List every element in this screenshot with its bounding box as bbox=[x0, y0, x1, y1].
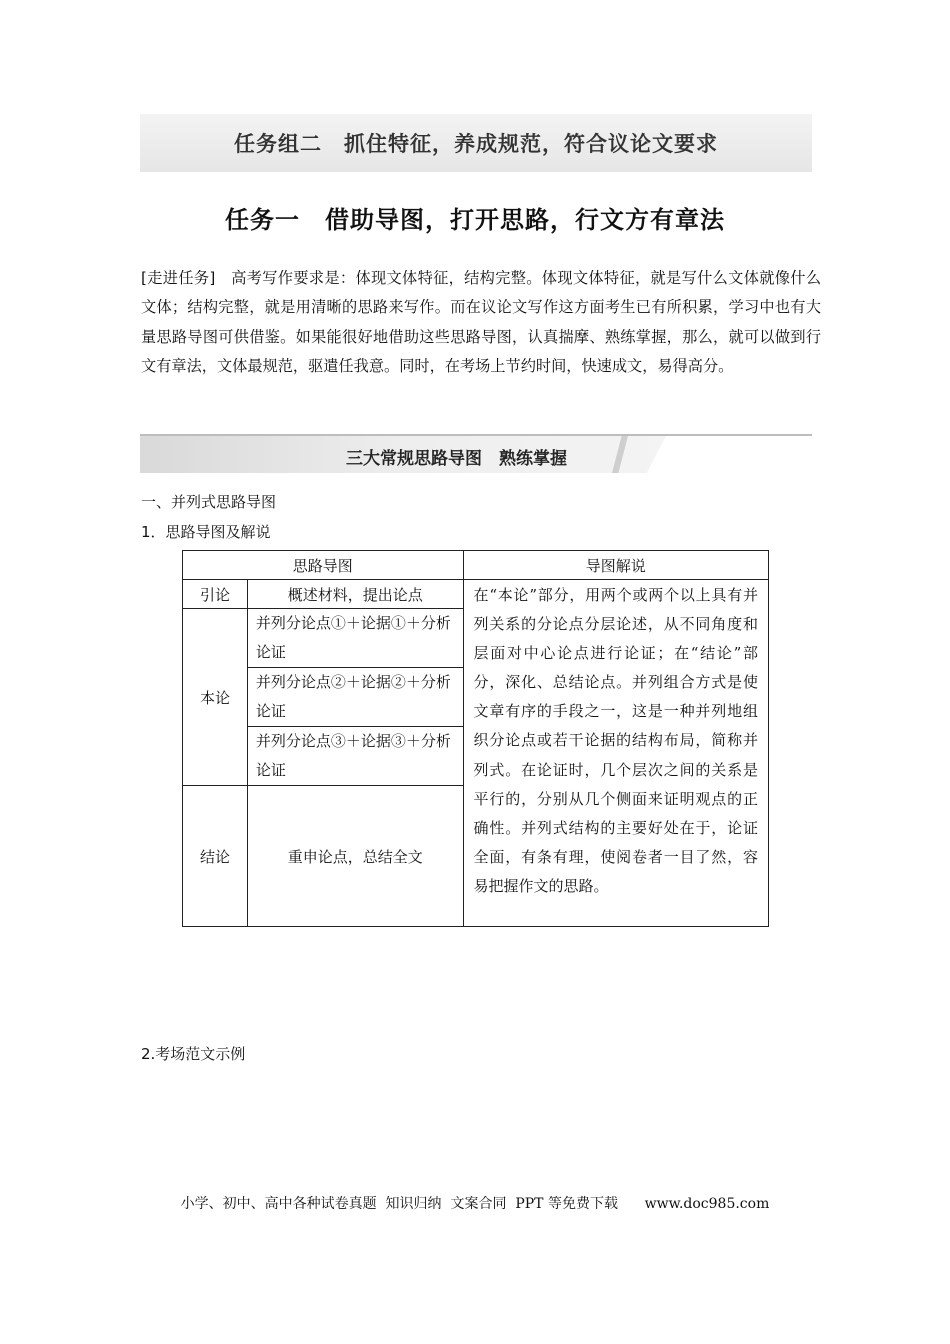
conclusion-label: 结论 bbox=[183, 786, 248, 927]
body-label: 本论 bbox=[183, 609, 248, 786]
header-explanation: 导图解说 bbox=[463, 551, 768, 580]
task-group-title: 任务组二 抓住特征，养成规范，符合议论文要求 bbox=[234, 132, 718, 156]
body-item-3: 并列分论点③＋论据③＋分析论证 bbox=[247, 727, 463, 786]
task-title: 任务一 借助导图，打开思路，行文方有章法 bbox=[225, 205, 725, 234]
intro-label: 引论 bbox=[183, 580, 248, 609]
task-group-banner bbox=[140, 114, 812, 172]
body-item-1: 并列分论点①＋论据①＋分析论证 bbox=[247, 609, 463, 668]
subsection-heading-2: 2.考场范文示例 bbox=[141, 1045, 246, 1063]
explanation-cell: 在“本论”部分，用两个或两个以上具有并列关系的分论点分层论述，从不同角度和层面对中心论点进行论证；在“结论”部分，深化、总结论点。并列组合方式是使文章有序的手段之一，这是一种并列地组织分论点或若干论据的结构布局，简称并列式。在论证时，几个层次之间的关系是平行的，分别从几个侧面来证明观点的正确性。并列式结构的主要好处在于，论证全面，有条有理，使阅卷者一目了然，容易把握作文的思路。 bbox=[463, 580, 768, 927]
subsection-heading-1: 1．思路导图及解说 bbox=[141, 523, 271, 541]
intro-paragraph bbox=[141, 264, 821, 381]
intro-tag: [走进任务] bbox=[141, 269, 216, 287]
conclusion-content: 重申论点，总结全文 bbox=[247, 786, 463, 927]
mind-map-table bbox=[182, 550, 769, 927]
intro-text: 高考写作要求是：体现文体特征，结构完整。体现文体特征，就是写什么文体就像什么文体；结构完整，就是用清晰的思路来写作。而在议论文写作这方面考生已有所积累，学习中也有大量思路导图可供借鉴。如果能很好地借助这些思路导图，认真揣摩、熟练掌握，那么，就可以做到行文有章法，文体最规范，驱遣任我意。同时，在考场上节约时间，快速成文，易得高分。 bbox=[141, 269, 822, 375]
body-item-2: 并列分论点②＋论据②＋分析论证 bbox=[247, 668, 463, 727]
banner-cut-decoration bbox=[624, 436, 814, 473]
table-header-row bbox=[183, 551, 769, 580]
intro-content: 概述材料，提出论点 bbox=[247, 580, 463, 609]
section-banner bbox=[140, 434, 812, 473]
section-banner-title: 三大常规思路导图 熟练掌握 bbox=[346, 449, 567, 469]
section-heading: 一、并列式思路导图 bbox=[141, 493, 277, 511]
header-mind-map: 思路导图 bbox=[183, 551, 464, 580]
table-row bbox=[183, 580, 769, 609]
banner-slash-decoration bbox=[612, 436, 628, 473]
page-footer: 小学、初中、高中各种试卷真题 知识归纳 文案合同 PPT 等免费下载 www.doc985.com bbox=[180, 1196, 770, 1212]
